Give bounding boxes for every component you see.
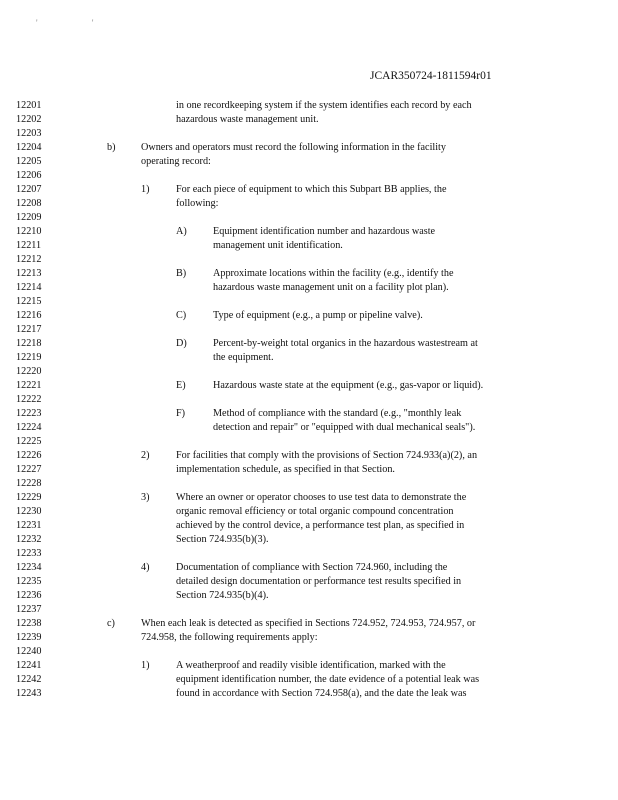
line-number: 12209 xyxy=(16,212,42,223)
line-number: 12231 xyxy=(16,520,42,531)
line-number: 12220 xyxy=(16,366,42,377)
line-number: 12230 xyxy=(16,506,42,517)
line-number: 12232 xyxy=(16,534,42,545)
line-number: 12228 xyxy=(16,478,42,489)
text-line-12205: operating record: xyxy=(141,156,211,167)
line-number: 12211 xyxy=(16,240,42,251)
line-number: 12237 xyxy=(16,604,42,615)
text-line-12223: Method of compliance with the standard (e.g., "monthly leak xyxy=(213,408,462,419)
text-line-12208: following: xyxy=(176,198,219,209)
text-line-12234: Documentation of compliance with Section 724.960, including the xyxy=(176,562,448,573)
line-number: 12217 xyxy=(16,324,42,335)
corner-marks: ' ' xyxy=(36,18,120,28)
label-c1: 1) xyxy=(141,660,150,671)
label-b1D: D) xyxy=(176,338,187,349)
text-line-12226: For facilities that comply with the provisions of Section 724.933(a)(2), an xyxy=(176,450,478,461)
line-number: 12233 xyxy=(16,548,42,559)
line-number: 12241 xyxy=(16,660,42,671)
line-number: 12208 xyxy=(16,198,42,209)
line-number: 12214 xyxy=(16,282,42,293)
line-number: 12239 xyxy=(16,632,42,643)
text-line-12236: Section 724.935(b)(4). xyxy=(176,590,269,601)
text-line-12201: in one recordkeeping system if the system identifies each record by each xyxy=(176,100,472,111)
text-line-12243: found in accordance with Section 724.958(a), and the date the leak was xyxy=(176,688,467,699)
text-line-12231: achieved by the control device, a performance test plan, as specified in xyxy=(176,520,465,531)
text-line-12214: hazardous waste management unit on a facility plot plan). xyxy=(213,282,449,293)
line-number: 12235 xyxy=(16,576,42,587)
line-number: 12243 xyxy=(16,688,42,699)
text-line-12211: management unit identification. xyxy=(213,240,343,251)
line-number: 12226 xyxy=(16,450,42,461)
text-line-12207: For each piece of equipment to which this Subpart BB applies, the xyxy=(176,184,447,195)
line-number: 12202 xyxy=(16,114,42,125)
line-number: 12204 xyxy=(16,142,42,153)
text-line-12235: detailed design documentation or performance test results specified in xyxy=(176,576,462,587)
line-number: 12216 xyxy=(16,310,42,321)
line-number: 12224 xyxy=(16,422,42,433)
text-line-12210: Equipment identification number and hazardous waste xyxy=(213,226,436,237)
text-line-12241: A weatherproof and readily visible identification, marked with the xyxy=(176,660,446,671)
line-number: 12212 xyxy=(16,254,42,265)
text-line-12229: Where an owner or operator chooses to use test data to demonstrate the xyxy=(176,492,467,503)
label-b1A: A) xyxy=(176,226,187,237)
line-number: 12227 xyxy=(16,464,42,475)
text-line-12242: equipment identification number, the date evidence of a potential leak was xyxy=(176,674,480,685)
line-number: 12242 xyxy=(16,674,42,685)
label-c: c) xyxy=(107,618,115,629)
text-line-12221: Hazardous waste state at the equipment (e.g., gas-vapor or liquid). xyxy=(213,380,484,391)
label-b3: 3) xyxy=(141,492,150,503)
line-number: 12215 xyxy=(16,296,42,307)
line-number: 12229 xyxy=(16,492,42,503)
text-line-12219: the equipment. xyxy=(213,352,274,363)
line-number: 12238 xyxy=(16,618,42,629)
text-line-12213: Approximate locations within the facility (e.g., identify the xyxy=(213,268,454,279)
text-line-12218: Percent-by-weight total organics in the hazardous wastestream at xyxy=(213,338,478,349)
line-number: 12219 xyxy=(16,352,42,363)
text-line-12238: When each leak is detected as specified in Sections 724.952, 724.953, 724.957, or xyxy=(141,618,476,629)
label-b1C: C) xyxy=(176,310,187,321)
line-number: 12234 xyxy=(16,562,42,573)
text-line-12224: detection and repair" or "equipped with dual mechanical seals"). xyxy=(213,422,476,433)
line-number: 12218 xyxy=(16,338,42,349)
line-number: 12225 xyxy=(16,436,42,447)
line-number: 12236 xyxy=(16,590,42,601)
label-b1F: F) xyxy=(176,408,186,419)
line-number: 12223 xyxy=(16,408,42,419)
line-number: 12203 xyxy=(16,128,42,139)
text-line-12204: Owners and operators must record the following information in the facility xyxy=(141,142,446,153)
label-b4: 4) xyxy=(141,562,150,573)
line-number: 12213 xyxy=(16,268,42,279)
text-line-12202: hazardous waste management unit. xyxy=(176,114,319,125)
text-line-12239: 724.958, the following requirements apply: xyxy=(141,632,318,643)
label-b1: 1) xyxy=(141,184,150,195)
label-b1E: E) xyxy=(176,380,186,391)
line-number: 12205 xyxy=(16,156,42,167)
line-number: 12201 xyxy=(16,100,42,111)
label-b: b) xyxy=(107,142,116,153)
line-number: 12206 xyxy=(16,170,42,181)
label-b1B: B) xyxy=(176,268,187,279)
text-line-12216: Type of equipment (e.g., a pump or pipeline valve). xyxy=(213,310,423,321)
line-number: 12221 xyxy=(16,380,42,391)
text-line-12227: implementation schedule, as specified in that Section. xyxy=(176,464,395,475)
label-b2: 2) xyxy=(141,450,150,461)
line-number: 12240 xyxy=(16,646,42,657)
line-number: 12207 xyxy=(16,184,42,195)
text-line-12232: Section 724.935(b)(3). xyxy=(176,534,269,545)
text-line-12230: organic removal efficiency or total organic compound concentration xyxy=(176,506,454,517)
line-number: 12222 xyxy=(16,394,42,405)
document-id: JCAR350724-1811594r01 xyxy=(370,70,492,82)
line-number: 12210 xyxy=(16,226,42,237)
